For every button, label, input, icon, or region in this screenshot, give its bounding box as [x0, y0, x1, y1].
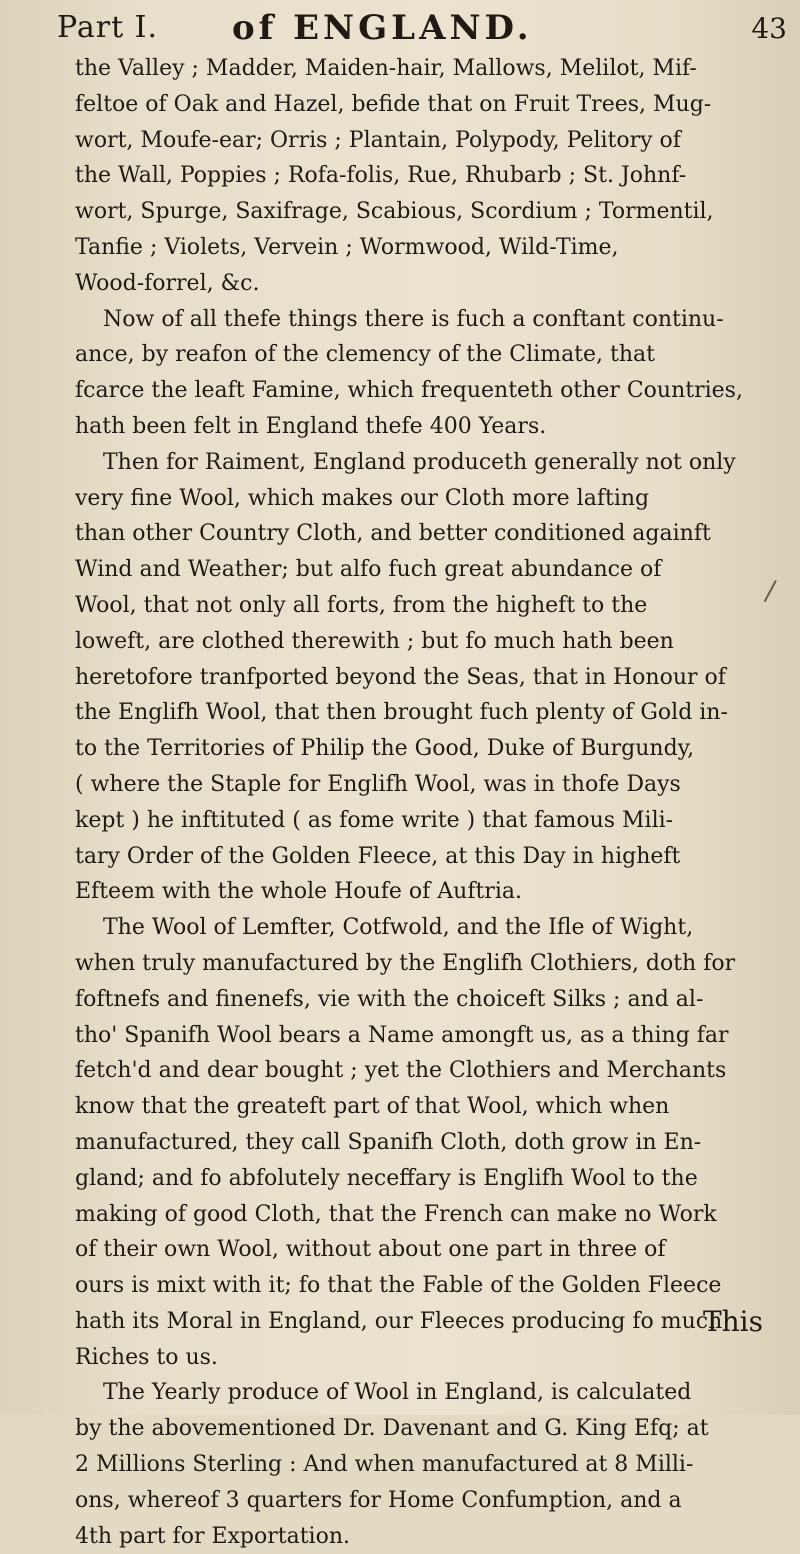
text-line: kept ) he inftituted ( as fome write ) that famous Mili- [75, 807, 674, 833]
text-line: Now of all thefe things there is fuch a conftant continu- [103, 306, 724, 332]
text-line: gland; and fo abfolutely neceffary is Englifh Wool to the [75, 1165, 698, 1191]
page-number: 43 [751, 11, 787, 45]
text-line: fcarce the leaft Famine, which frequenteth other Countries, [75, 378, 743, 404]
text-line: Riches to us. [75, 1344, 218, 1370]
text-line: Wood-forrel, &c. [75, 270, 260, 296]
text-line: tho' Spanifh Wool bears a Name amongft us, as a thing far [75, 1022, 729, 1048]
text-line: 2 Millions Sterling : And when manufactured at 8 Milli- [75, 1452, 694, 1478]
text-line: heretofore tranfported beyond the Seas, that in Honour of [75, 664, 726, 690]
text-line: the Valley ; Madder, Maiden-hair, Mallows, Melilot, Mif- [75, 56, 697, 81]
text-line: manufactured, they call Spanifh Cloth, doth grow in En- [75, 1129, 702, 1155]
text-line: than other Country Cloth, and better conditioned againft [75, 521, 711, 547]
part-label: Part I. [57, 9, 159, 45]
running-title: of ENGLAND. [232, 8, 533, 48]
text-line: The Yearly produce of Wool in England, is calculated [103, 1380, 692, 1406]
text-line: when truly manufactured by the Englifh Clothiers, doth for [75, 950, 736, 976]
text-line: of their own Wool, without about one part in three of [75, 1237, 666, 1263]
catchword: This [702, 1305, 763, 1338]
text-line: hath its Moral in England, our Fleeces producing fo much [75, 1308, 723, 1334]
text-line: ( where the Staple for Englifh Wool, was in thofe Days [75, 771, 681, 797]
text-line: loweft, are clothed therewith ; but fo much hath been [75, 628, 674, 654]
text-line: tary Order of the Golden Fleece, at this Day in higheft [75, 843, 681, 869]
text-line: Efteem with the whole Houfe of Auftria. [75, 879, 522, 905]
page-header [57, 0, 787, 50]
text-line: The Wool of Lemfter, Cotfwold, and the Ifle of Wight, [103, 915, 694, 941]
text-line: the Wall, Poppies ; Rofa-folis, Rue, Rhubarb ; St. Johnf- [75, 163, 687, 189]
text-line: by the abovementioned Dr. Davenant and G. King Efq; at [75, 1416, 709, 1442]
text-line: ons, whereof 3 quarters for Home Confumption, and a [75, 1487, 682, 1513]
text-line: to the Territories of Philip the Good, Duke of Burgundy, [75, 736, 695, 762]
text-line: Wool, that not only all forts, from the higheft to the [75, 592, 648, 618]
text-line: know that the greateft part of that Wool, which when [75, 1094, 670, 1120]
text-line: Wind and Weather; but alfo fuch great abundance of [75, 557, 662, 583]
page-body [75, 51, 765, 1554]
text-line: wort, Moufe-ear; Orris ; Plantain, Polypody, Pelitory of [75, 127, 681, 153]
text-line: Tanfie ; Violets, Vervein ; Wormwood, Wild-Time, [75, 234, 619, 260]
text-line: making of good Cloth, that the French can make no Work [75, 1201, 717, 1227]
text-line: hath been felt in England thefe 400 Years. [75, 413, 547, 439]
text-line: 4th part for Exportation. [75, 1523, 350, 1549]
text-line: foftnefs and finenefs, vie with the choiceft Silks ; and al- [75, 986, 704, 1012]
text-line: very fine Wool, which makes our Cloth more lafting [75, 485, 650, 511]
text-line: wort, Spurge, Saxifrage, Scabious, Scordium ; Tormentil, [75, 199, 714, 225]
text-line: fetch'd and dear bought ; yet the Clothiers and Merchants [75, 1058, 727, 1084]
text-line: ance, by reafon of the clemency of the Climate, that [75, 342, 655, 368]
text-line: the Englifh Wool, that then brought fuch plenty of Gold in- [75, 700, 728, 726]
text-line: Then for Raiment, England produceth generally not only [103, 449, 736, 475]
text-line: feltoe of Oak and Hazel, befide that on Fruit Trees, Mug- [75, 91, 712, 117]
text-line: ours is mixt with it; fo that the Fable of the Golden Fleece [75, 1273, 722, 1299]
margin-mark [775, 580, 795, 620]
